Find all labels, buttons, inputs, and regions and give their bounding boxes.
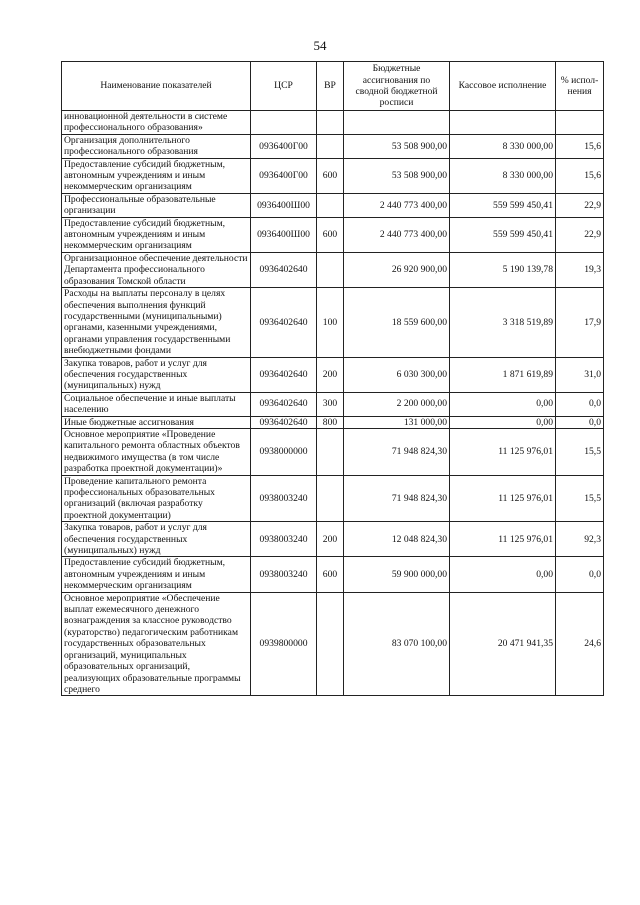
cell-csr: 0936402640 <box>251 357 317 392</box>
cell-name: инновационной деятельности в системе профессионального образования» <box>62 111 251 135</box>
cell-percent: 22,9 <box>556 193 604 217</box>
cell-vr <box>317 428 344 475</box>
cell-name: Социальное обеспечение и иные выплаты населению <box>62 392 251 416</box>
cell-execution: 0,00 <box>450 557 556 592</box>
cell-vr <box>317 134 344 158</box>
table-row <box>62 392 604 416</box>
cell-execution: 11 125 976,01 <box>450 522 556 557</box>
cell-vr <box>317 111 344 135</box>
cell-csr: 0936402640 <box>251 392 317 416</box>
cell-execution: 3 318 519,89 <box>450 288 556 357</box>
table-row <box>62 416 604 428</box>
cell-percent: 0,0 <box>556 416 604 428</box>
cell-vr: 300 <box>317 392 344 416</box>
cell-allocations: 71 948 824,30 <box>344 475 450 522</box>
cell-csr: 0936400Ш00 <box>251 217 317 252</box>
cell-percent: 15,6 <box>556 134 604 158</box>
cell-execution <box>450 111 556 135</box>
cell-csr: 0938003240 <box>251 557 317 592</box>
cell-percent: 15,6 <box>556 158 604 193</box>
cell-allocations: 83 070 100,00 <box>344 592 450 696</box>
cell-allocations: 53 508 900,00 <box>344 134 450 158</box>
cell-percent: 31,0 <box>556 357 604 392</box>
cell-execution: 11 125 976,01 <box>450 475 556 522</box>
cell-vr <box>317 252 344 287</box>
cell-percent: 15,5 <box>556 475 604 522</box>
cell-allocations: 6 030 300,00 <box>344 357 450 392</box>
cell-percent: 17,9 <box>556 288 604 357</box>
cell-vr: 600 <box>317 557 344 592</box>
cell-name: Закупка товаров, работ и услуг для обеспечения государственных (муниципальных) нужд <box>62 357 251 392</box>
table-row <box>62 217 604 252</box>
cell-execution: 1 871 619,89 <box>450 357 556 392</box>
cell-allocations: 2 440 773 400,00 <box>344 193 450 217</box>
cell-execution: 559 599 450,41 <box>450 193 556 217</box>
cell-allocations <box>344 111 450 135</box>
cell-execution: 0,00 <box>450 416 556 428</box>
cell-percent: 22,9 <box>556 217 604 252</box>
header-csr: ЦСР <box>251 62 317 111</box>
cell-vr <box>317 475 344 522</box>
cell-percent: 0,0 <box>556 557 604 592</box>
table-row <box>62 475 604 522</box>
table-body <box>62 111 604 696</box>
cell-csr: 0938003240 <box>251 475 317 522</box>
table-row <box>62 252 604 287</box>
cell-vr: 600 <box>317 217 344 252</box>
cell-percent: 19,3 <box>556 252 604 287</box>
table-header-row <box>62 62 604 111</box>
table-row <box>62 357 604 392</box>
cell-allocations: 59 900 000,00 <box>344 557 450 592</box>
cell-csr <box>251 111 317 135</box>
cell-name: Организация дополнительного профессионального образования <box>62 134 251 158</box>
cell-name: Предоставление субсидий бюджетным, автономным учреждениям и иным некоммерческим организациям <box>62 158 251 193</box>
table-row <box>62 428 604 475</box>
cell-csr: 0936400Ш00 <box>251 193 317 217</box>
table-row <box>62 592 604 696</box>
cell-percent: 15,5 <box>556 428 604 475</box>
cell-percent: 0,0 <box>556 392 604 416</box>
cell-percent <box>556 111 604 135</box>
cell-execution: 0,00 <box>450 392 556 416</box>
cell-percent: 92,3 <box>556 522 604 557</box>
cell-vr: 600 <box>317 158 344 193</box>
cell-allocations: 26 920 900,00 <box>344 252 450 287</box>
cell-allocations: 2 440 773 400,00 <box>344 217 450 252</box>
cell-name: Закупка товаров, работ и услуг для обеспечения государственных (муниципальных) нужд <box>62 522 251 557</box>
cell-name: Иные бюджетные ассигнования <box>62 416 251 428</box>
cell-vr <box>317 193 344 217</box>
header-name: Наименование показателей <box>62 62 251 111</box>
cell-percent: 24,6 <box>556 592 604 696</box>
cell-allocations: 2 200 000,00 <box>344 392 450 416</box>
cell-vr: 800 <box>317 416 344 428</box>
table-row <box>62 193 604 217</box>
cell-csr: 0938003240 <box>251 522 317 557</box>
table-row <box>62 522 604 557</box>
cell-allocations: 18 559 600,00 <box>344 288 450 357</box>
cell-name: Организационное обеспечение деятельности Департамента профессионального образования Томской области <box>62 252 251 287</box>
table-row <box>62 158 604 193</box>
cell-vr: 100 <box>317 288 344 357</box>
table-row <box>62 111 604 135</box>
cell-allocations: 53 508 900,00 <box>344 158 450 193</box>
cell-name: Основное мероприятие «Проведение капитального ремонта областных объектов недвижимого имущества (в том числе разработка проектной документации)» <box>62 428 251 475</box>
cell-name: Предоставление субсидий бюджетным, автономным учреждениям и иным некоммерческим организациям <box>62 557 251 592</box>
cell-execution: 8 330 000,00 <box>450 158 556 193</box>
header-vr: ВР <box>317 62 344 111</box>
cell-name: Основное мероприятие «Обеспечение выплат ежемесячного денежного вознаграждения за классное руководство (кураторство) педагогическим работникам государственных образовательных организаций, муниципальных образовательных организаций, реализующих образовательные программы среднего <box>62 592 251 696</box>
cell-allocations: 12 048 824,30 <box>344 522 450 557</box>
cell-csr: 0936402640 <box>251 252 317 287</box>
cell-execution: 5 190 139,78 <box>450 252 556 287</box>
page-number: 54 <box>313 38 327 53</box>
cell-vr: 200 <box>317 357 344 392</box>
cell-name: Расходы на выплаты персоналу в целях обеспечения выполнения функций государственными (муниципальными) органами, казенными учреждениями, органами управления государственными внебюджетными фондами <box>62 288 251 357</box>
header-execution: Кассовое исполнение <box>450 62 556 111</box>
cell-csr: 0936402640 <box>251 416 317 428</box>
cell-csr: 0936402640 <box>251 288 317 357</box>
cell-execution: 20 471 941,35 <box>450 592 556 696</box>
cell-vr: 200 <box>317 522 344 557</box>
cell-execution: 559 599 450,41 <box>450 217 556 252</box>
cell-csr: 0938000000 <box>251 428 317 475</box>
budget-execution-table <box>61 61 604 696</box>
table-row <box>62 288 604 357</box>
cell-name: Предоставление субсидий бюджетным, автономным учреждениям и иным некоммерческим организациям <box>62 217 251 252</box>
table-row <box>62 557 604 592</box>
cell-csr: 0939800000 <box>251 592 317 696</box>
cell-allocations: 131 000,00 <box>344 416 450 428</box>
cell-name: Профессиональные образовательные организации <box>62 193 251 217</box>
cell-execution: 8 330 000,00 <box>450 134 556 158</box>
cell-vr <box>317 592 344 696</box>
cell-csr: 0936400Г00 <box>251 158 317 193</box>
cell-name: Проведение капитального ремонта профессиональных образовательных организаций (включая разработку проектной документации) <box>62 475 251 522</box>
table-row <box>62 134 604 158</box>
header-percent: % испол-нения <box>556 62 604 111</box>
header-allocations: Бюджетные ассигнования по сводной бюджетной росписи <box>344 62 450 111</box>
cell-execution: 11 125 976,01 <box>450 428 556 475</box>
cell-allocations: 71 948 824,30 <box>344 428 450 475</box>
cell-csr: 0936400Г00 <box>251 134 317 158</box>
